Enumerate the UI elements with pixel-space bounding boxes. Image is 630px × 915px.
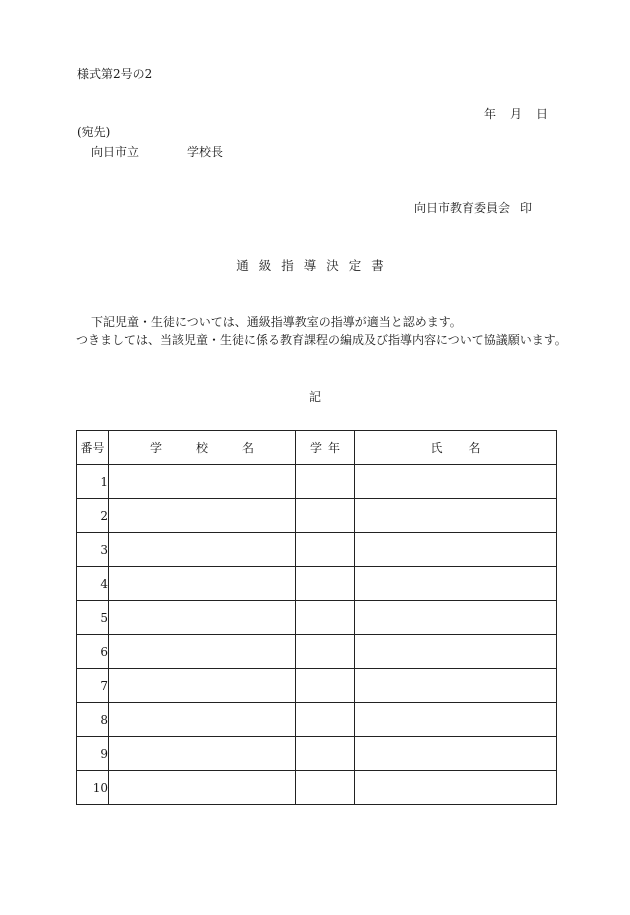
header-school-name: 学校名 <box>109 431 296 465</box>
school-name-cell[interactable] <box>109 499 296 533</box>
school-name-cell[interactable] <box>109 635 296 669</box>
school-name-cell[interactable] <box>109 533 296 567</box>
student-name-cell[interactable] <box>355 533 557 567</box>
student-table <box>76 430 557 805</box>
school-name-cell[interactable] <box>109 567 296 601</box>
school-name-cell[interactable] <box>109 465 296 499</box>
header-grade: 学年 <box>296 431 355 465</box>
issuer-name: 向日市教育委員会 <box>414 201 511 215</box>
seal-mark: 印 <box>520 201 533 215</box>
addressee-school <box>91 145 223 159</box>
table-row <box>77 567 557 601</box>
row-number-cell: 2 <box>77 499 109 533</box>
grade-cell[interactable] <box>296 737 355 771</box>
grade-cell[interactable] <box>296 465 355 499</box>
row-number-cell: 1 <box>77 465 109 499</box>
school-prefix: 向日市立 <box>91 145 140 159</box>
grade-cell[interactable] <box>296 669 355 703</box>
table-row <box>77 465 557 499</box>
student-name-cell[interactable] <box>355 465 557 499</box>
student-name-cell[interactable] <box>355 635 557 669</box>
school-name-cell[interactable] <box>109 771 296 805</box>
body-text-line-2: つきましては、当該児童・生徒に係る教育課程の編成及び指導内容について協議願います。 <box>76 333 567 347</box>
grade-cell[interactable] <box>296 533 355 567</box>
date-line <box>484 107 548 121</box>
school-name-cell[interactable] <box>109 703 296 737</box>
form-number: 様式第2号の2 <box>77 67 153 81</box>
student-name-cell[interactable] <box>355 601 557 635</box>
table-row <box>77 533 557 567</box>
school-name-cell[interactable] <box>109 601 296 635</box>
grade-cell[interactable] <box>296 601 355 635</box>
student-name-cell[interactable] <box>355 737 557 771</box>
student-name-cell[interactable] <box>355 499 557 533</box>
body-text-line-1: 下記児童・生徒については、通級指導教室の指導が適当と認めます。 <box>91 315 462 329</box>
table-row <box>77 601 557 635</box>
grade-cell[interactable] <box>296 635 355 669</box>
date-year: 年 <box>484 107 497 121</box>
header-student-name: 氏名 <box>355 431 557 465</box>
row-number-cell: 3 <box>77 533 109 567</box>
row-number-cell: 4 <box>77 567 109 601</box>
grade-cell[interactable] <box>296 703 355 737</box>
row-number-cell: 8 <box>77 703 109 737</box>
row-number-cell: 5 <box>77 601 109 635</box>
table-row <box>77 635 557 669</box>
document-title: 通級指導決定書 <box>236 258 394 273</box>
student-name-cell[interactable] <box>355 703 557 737</box>
student-name-cell[interactable] <box>355 771 557 805</box>
date-day: 日 <box>536 107 549 121</box>
row-number-cell: 7 <box>77 669 109 703</box>
grade-cell[interactable] <box>296 771 355 805</box>
school-name-cell[interactable] <box>109 669 296 703</box>
grade-cell[interactable] <box>296 499 355 533</box>
table-header-row <box>77 431 557 465</box>
table-row <box>77 703 557 737</box>
table-body <box>77 465 557 805</box>
issuer-line <box>414 201 532 215</box>
ki-heading: 記 <box>308 390 321 404</box>
addressee-label: (宛先) <box>77 125 111 139</box>
table-row <box>77 499 557 533</box>
table-row <box>77 771 557 805</box>
row-number-cell: 9 <box>77 737 109 771</box>
table-row <box>77 737 557 771</box>
header-number: 番号 <box>77 431 109 465</box>
date-month: 月 <box>510 107 523 121</box>
row-number-cell: 6 <box>77 635 109 669</box>
student-name-cell[interactable] <box>355 669 557 703</box>
row-number-cell: 10 <box>77 771 109 805</box>
school-suffix: 学校長 <box>187 145 224 159</box>
student-name-cell[interactable] <box>355 567 557 601</box>
school-name-cell[interactable] <box>109 737 296 771</box>
grade-cell[interactable] <box>296 567 355 601</box>
table-row <box>77 669 557 703</box>
